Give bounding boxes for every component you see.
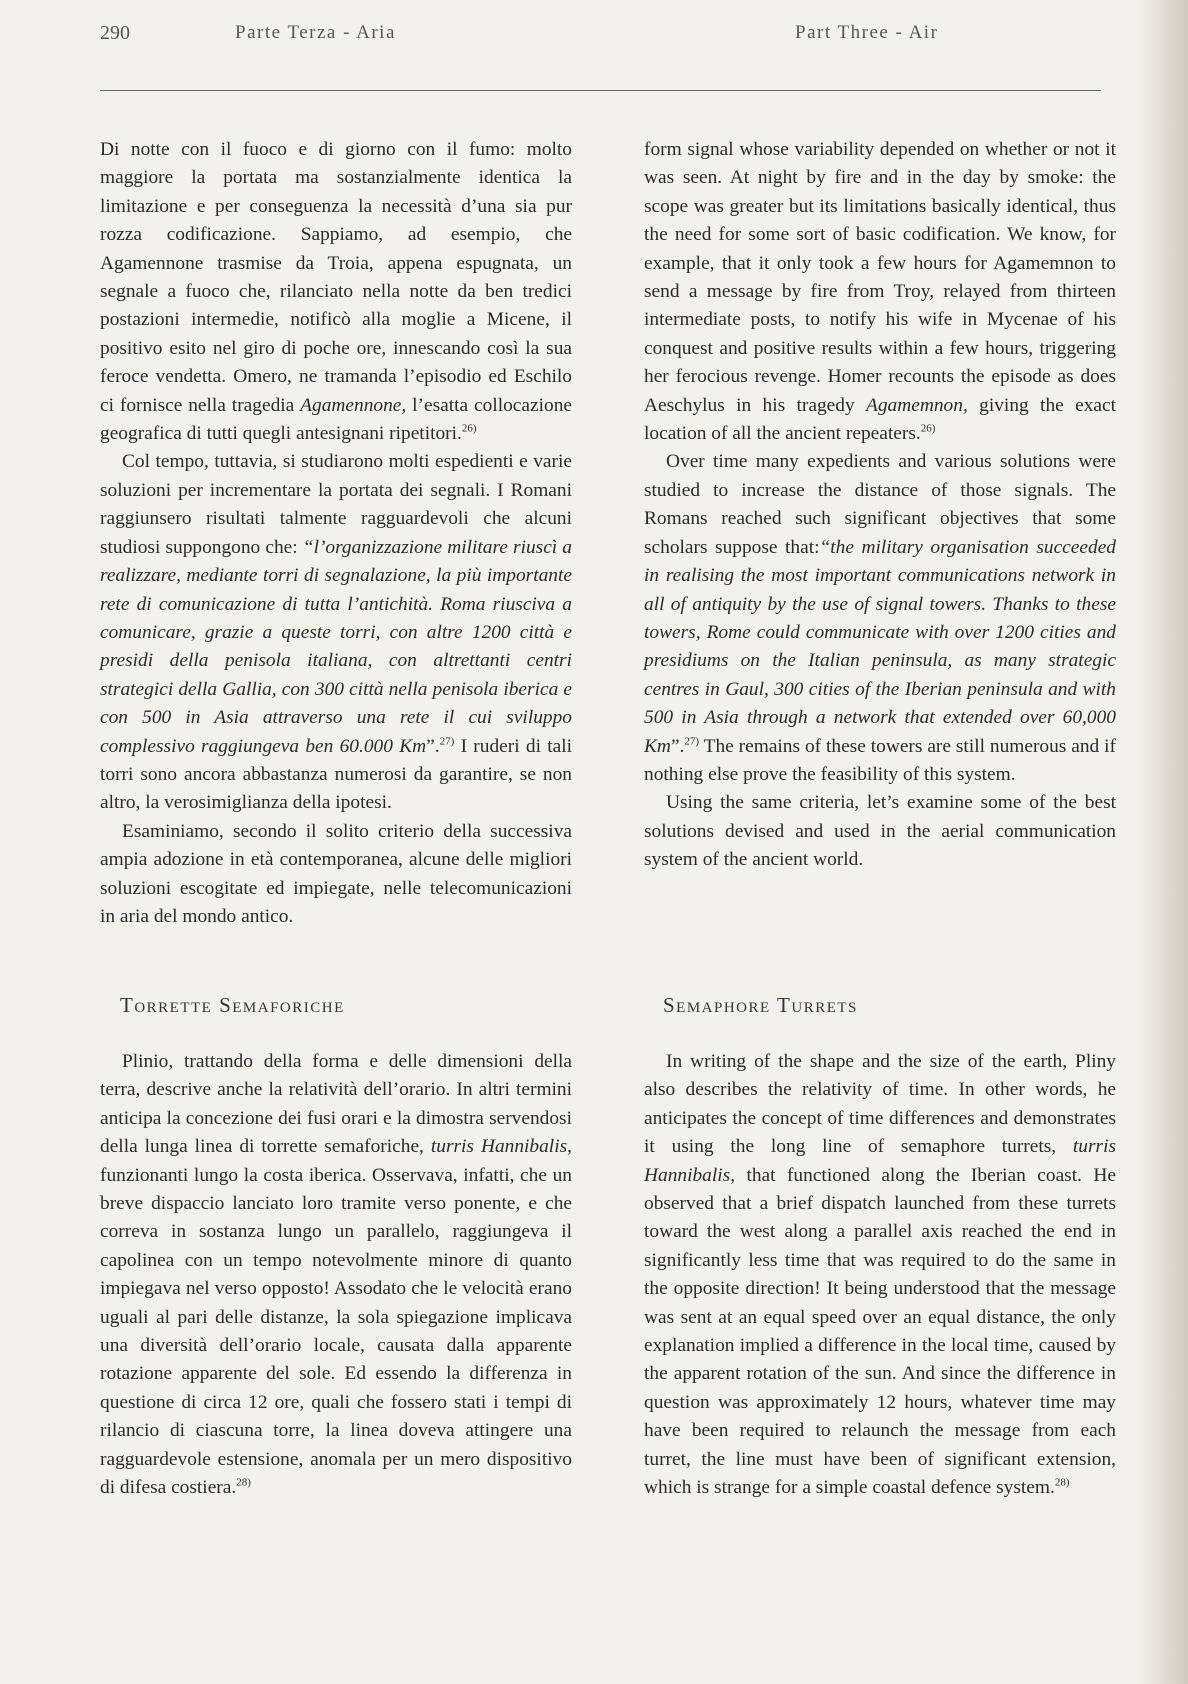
header-right-title: Part Three - Air <box>795 22 939 43</box>
italic-text: turris Hannibalis <box>644 1136 1116 1186</box>
text: form signal whose variability depended on whether or not it was seen. At night by fire and in the day by smoke: the scope was greater but its limitations basically identical, thus the need for some sort of basic codification. We know, for example, that it only took a few hours for Agamemnon to send a message by fire from Troy, relayed from thirteen intermediate posts, to notify his wife in Mycenae of his conquest and positive results within a few hours, triggering her ferocious revenge. Homer recounts the episode as does Aeschylus in his tragedy <box>644 139 1116 416</box>
text: I ruderi di tali torri sono ancora abbastanza numerosi da garantire, se non altro, la verosimiglianza della ipotesi. <box>100 735 572 814</box>
text: Over time many expedients and various solutions were studied to increase the distance of those signals. The Romans reached such significant objectives that some scholars suppose that: <box>644 451 1116 558</box>
page-number: 290 <box>100 22 130 44</box>
paragraph <box>644 1048 1116 1503</box>
paragraph <box>100 448 572 817</box>
section-title-italian: Torrette Semaforiche <box>120 993 345 1017</box>
italic-text: “the military organisation succeeded in realising the most important communications network in all of antiquity by the use of signal towers. Thanks to these towers, Rome could communicate with over 1200 cities and presidiums on the Italian peninsula, as many strategic centres in Gaul, 300 cities of the Iberian peninsula and with 500 in Asia through a network that extended over 60,000 Km <box>644 536 1116 757</box>
paragraph <box>100 1048 572 1503</box>
running-header <box>100 18 1100 48</box>
text: , that functioned along the Iberian coast. He observed that a brief dispatch launched from these turrets toward the west along a parallel axis reached the end in significantly less time that was required to do the same in the opposite direction! It being understood that the message was sent at an equal speed over an equal distance, the only explanation implied a difference in the local time, caused by the apparent rotation of the sun. And since the difference in question was approximately 12 hours, whatever time may have been required to relaunch the message from each turret, the line must have been of significant extension, which is strange for a simple coastal defence system. <box>644 1164 1116 1499</box>
text: l’esatta collocazione geografica di tutti quegli antesignani ripetitori. <box>100 394 572 445</box>
footnote-ref: 26) <box>920 422 936 435</box>
header-rule <box>100 90 1101 91</box>
paragraph: Esaminiamo, secondo il solito criterio della successiva ampia adozione in età contemporanea, alcune delle migliori soluzioni escogitate ed impiegate, nelle telecomunicazioni in aria del mondo antico. <box>100 820 572 927</box>
text: ”. <box>670 735 685 757</box>
italic-text: “l’organizzazione militare riuscì a realizzare, mediante torri di segnalazione, la più importante rete di comunicazione di tutta l’antichità. Roma riusciva a comunicare, grazie a queste torri, con altre 1200 città e presidi della penisola italiana, con altrettanti centri strategici della Gallia, con 300 città nella penisola iberica e con 500 in Asia attraverso una rete il cui sviluppo complessivo raggiungeva ben 60.000 Km <box>100 536 572 757</box>
italian-column-top <box>100 136 572 931</box>
paragraph <box>644 448 1116 789</box>
section-title-english: Semaphore Turrets <box>663 993 858 1017</box>
italic-text: Agamennone, <box>300 394 407 416</box>
text: giving the exact location of all the ancient repeaters. <box>644 394 1116 445</box>
paragraph: Using the same criteria, let’s examine some of the best solutions devised and used in the aerial communication system of the ancient world. <box>644 792 1116 871</box>
text: ”. <box>426 735 440 757</box>
italic-text: Agamemnon, <box>866 394 968 416</box>
english-column-top <box>644 136 1116 875</box>
english-column-bottom <box>644 1048 1116 1503</box>
text: Di notte con il fuoco e di giorno con il fumo: molto maggiore la portata ma sostanzialmente identica la limitazione e per conseguenza la necessità d’una sia pur rozza codificazione. Sappiamo, ad esempio, che Agamennone trasmise da Troia, appena espugnata, un segnale a fuoco che, rilanciato nella notte da ben tredici postazioni intermedie, notificò alla moglie a Micene, il positivo esito nel giro di poche ore, innescando così la sua feroce vendetta. Omero, ne tramanda l’episodio ed Eschilo ci fornisce nella tragedia <box>100 139 572 416</box>
footnote-ref: 28) <box>236 1476 251 1489</box>
footnote-ref: 26) <box>461 422 477 435</box>
text: , funzionanti lungo la costa iberica. Osservava, infatti, che un breve dispaccio lanciato loro tramite verso ponente, e che correva in sostanza lungo un parallelo, raggiungeva il capolinea con un tempo notevolmente minore di quanto impiegava nel verso opposto! Assodato che le velocità erano uguali al pari delle distanze, la sola spiegazione implicava una diversità dell’orario locale, causata dalla apparente rotazione apparente del sole. Ed essendo la differenza in questione di circa 12 ore, quali che fossero stati i tempi di rilancio di ciascuna torre, la linea doveva attingere una ragguardevole estensione, anomala per un mero dispositivo di difesa costiera. <box>100 1136 572 1499</box>
italic-text: turris Hannibalis <box>430 1136 568 1158</box>
header-left-title: Parte Terza - Aria <box>235 22 396 43</box>
text: Plinio, trattando della forma e delle dimensioni della terra, descrive anche la relatività dell’orario. In altri termini anticipa la concezione dei fusi orari e la dimostra servendosi della lunga linea di torrette semaforiche, <box>100 1051 572 1158</box>
paragraph <box>644 136 1116 448</box>
page-edge-shadow <box>1138 0 1188 1684</box>
footnote-ref: 27) <box>684 735 700 748</box>
footnote-ref: 28) <box>1054 1476 1070 1489</box>
paragraph <box>100 136 572 448</box>
text: Col tempo, tuttavia, si studiarono molti espedienti e varie soluzioni per incrementare la portata dei segnali. I Romani raggiunsero risultati talmente ragguardevoli che alcuni studiosi suppongono che: <box>100 451 572 558</box>
footnote-ref: 27) <box>439 735 455 748</box>
text: In writing of the shape and the size of the earth, Pliny also describes the relativity of time. In other words, he anticipates the concept of time differences and demonstrates it using the long line of semaphore turrets, <box>644 1051 1116 1158</box>
italian-column-bottom <box>100 1048 572 1503</box>
text: The remains of these towers are still numerous and if nothing else prove the feasibility of this system. <box>644 735 1116 785</box>
